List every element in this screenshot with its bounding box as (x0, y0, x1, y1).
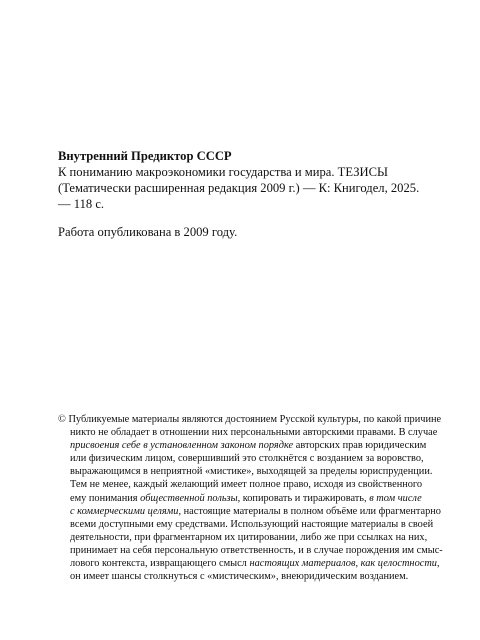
book-title-line: К пониманию макроэкономики государства и мира. ТЕЗИСЫ (58, 165, 389, 179)
copyright-line: никто не обладает в отношении них персональными авторскими правами. В случае (70, 427, 438, 439)
copyright-line (58, 439, 446, 452)
publication-note: Работа опубликована в 2009 году. (58, 225, 238, 239)
emphasis-text: в том числе (369, 492, 422, 504)
copyright-notice (58, 413, 446, 583)
bibliographic-imprint (58, 148, 438, 212)
copyright-line (58, 557, 446, 570)
copyright-line (58, 505, 446, 518)
edition-line: (Тематически расширенная редакция 2009 г.) — К: Книгодел, 2025. (58, 181, 420, 195)
copyright-text: авторских прав юридическим (293, 440, 427, 452)
emphasis-text: общественной пользы (140, 492, 238, 504)
copyright-text: лового контекста, извращающего смысл (70, 558, 250, 570)
copyright-line: деятельности, при фрагментарном их цитировании, либо же при ссылках на них, (70, 531, 428, 543)
copyright-line: всеми доступными ему средствами. Использующий настоящие материалы в своей (70, 518, 434, 530)
emphasis-text: настоящих материалов, как целостности (249, 558, 437, 570)
copyright-text: , настоящие материалы в полном объёме или фрагментарно (178, 505, 441, 517)
author-name: Внутренний Предиктор СССР (58, 149, 232, 163)
copyright-text: , (436, 558, 440, 570)
copyright-text: , копировать и тиражировать, (237, 492, 370, 504)
page-count-line: — 118 с. (58, 197, 105, 211)
copyright-line: © Публикуемые материалы являются достоянием Русской культуры, по какой причине (58, 414, 442, 425)
copyright-line: или физическим лицом, совершивший это столкнётся с возданием за воровство, (70, 453, 424, 465)
emphasis-text: с коммерческими целями (70, 505, 179, 517)
copyright-text: ему понимания (70, 492, 141, 504)
copyright-line: Тем не менее, каждый желающий имеет полное право, исходя из свойственного (70, 479, 423, 491)
copyright-line: он имеет шансы столкнуться с «мистическим», внеюридическим возданием. (70, 571, 409, 583)
copyright-line (58, 492, 446, 505)
copyright-line: принимает на себя персональную ответственность, и в случае порождения им смыс- (70, 544, 443, 556)
copyright-line: выражающимся в неприятной «мистике», выходящей за пределы юриспруденции. (70, 466, 433, 478)
emphasis-text: присвоения себе в установленном законом порядке (70, 440, 294, 452)
